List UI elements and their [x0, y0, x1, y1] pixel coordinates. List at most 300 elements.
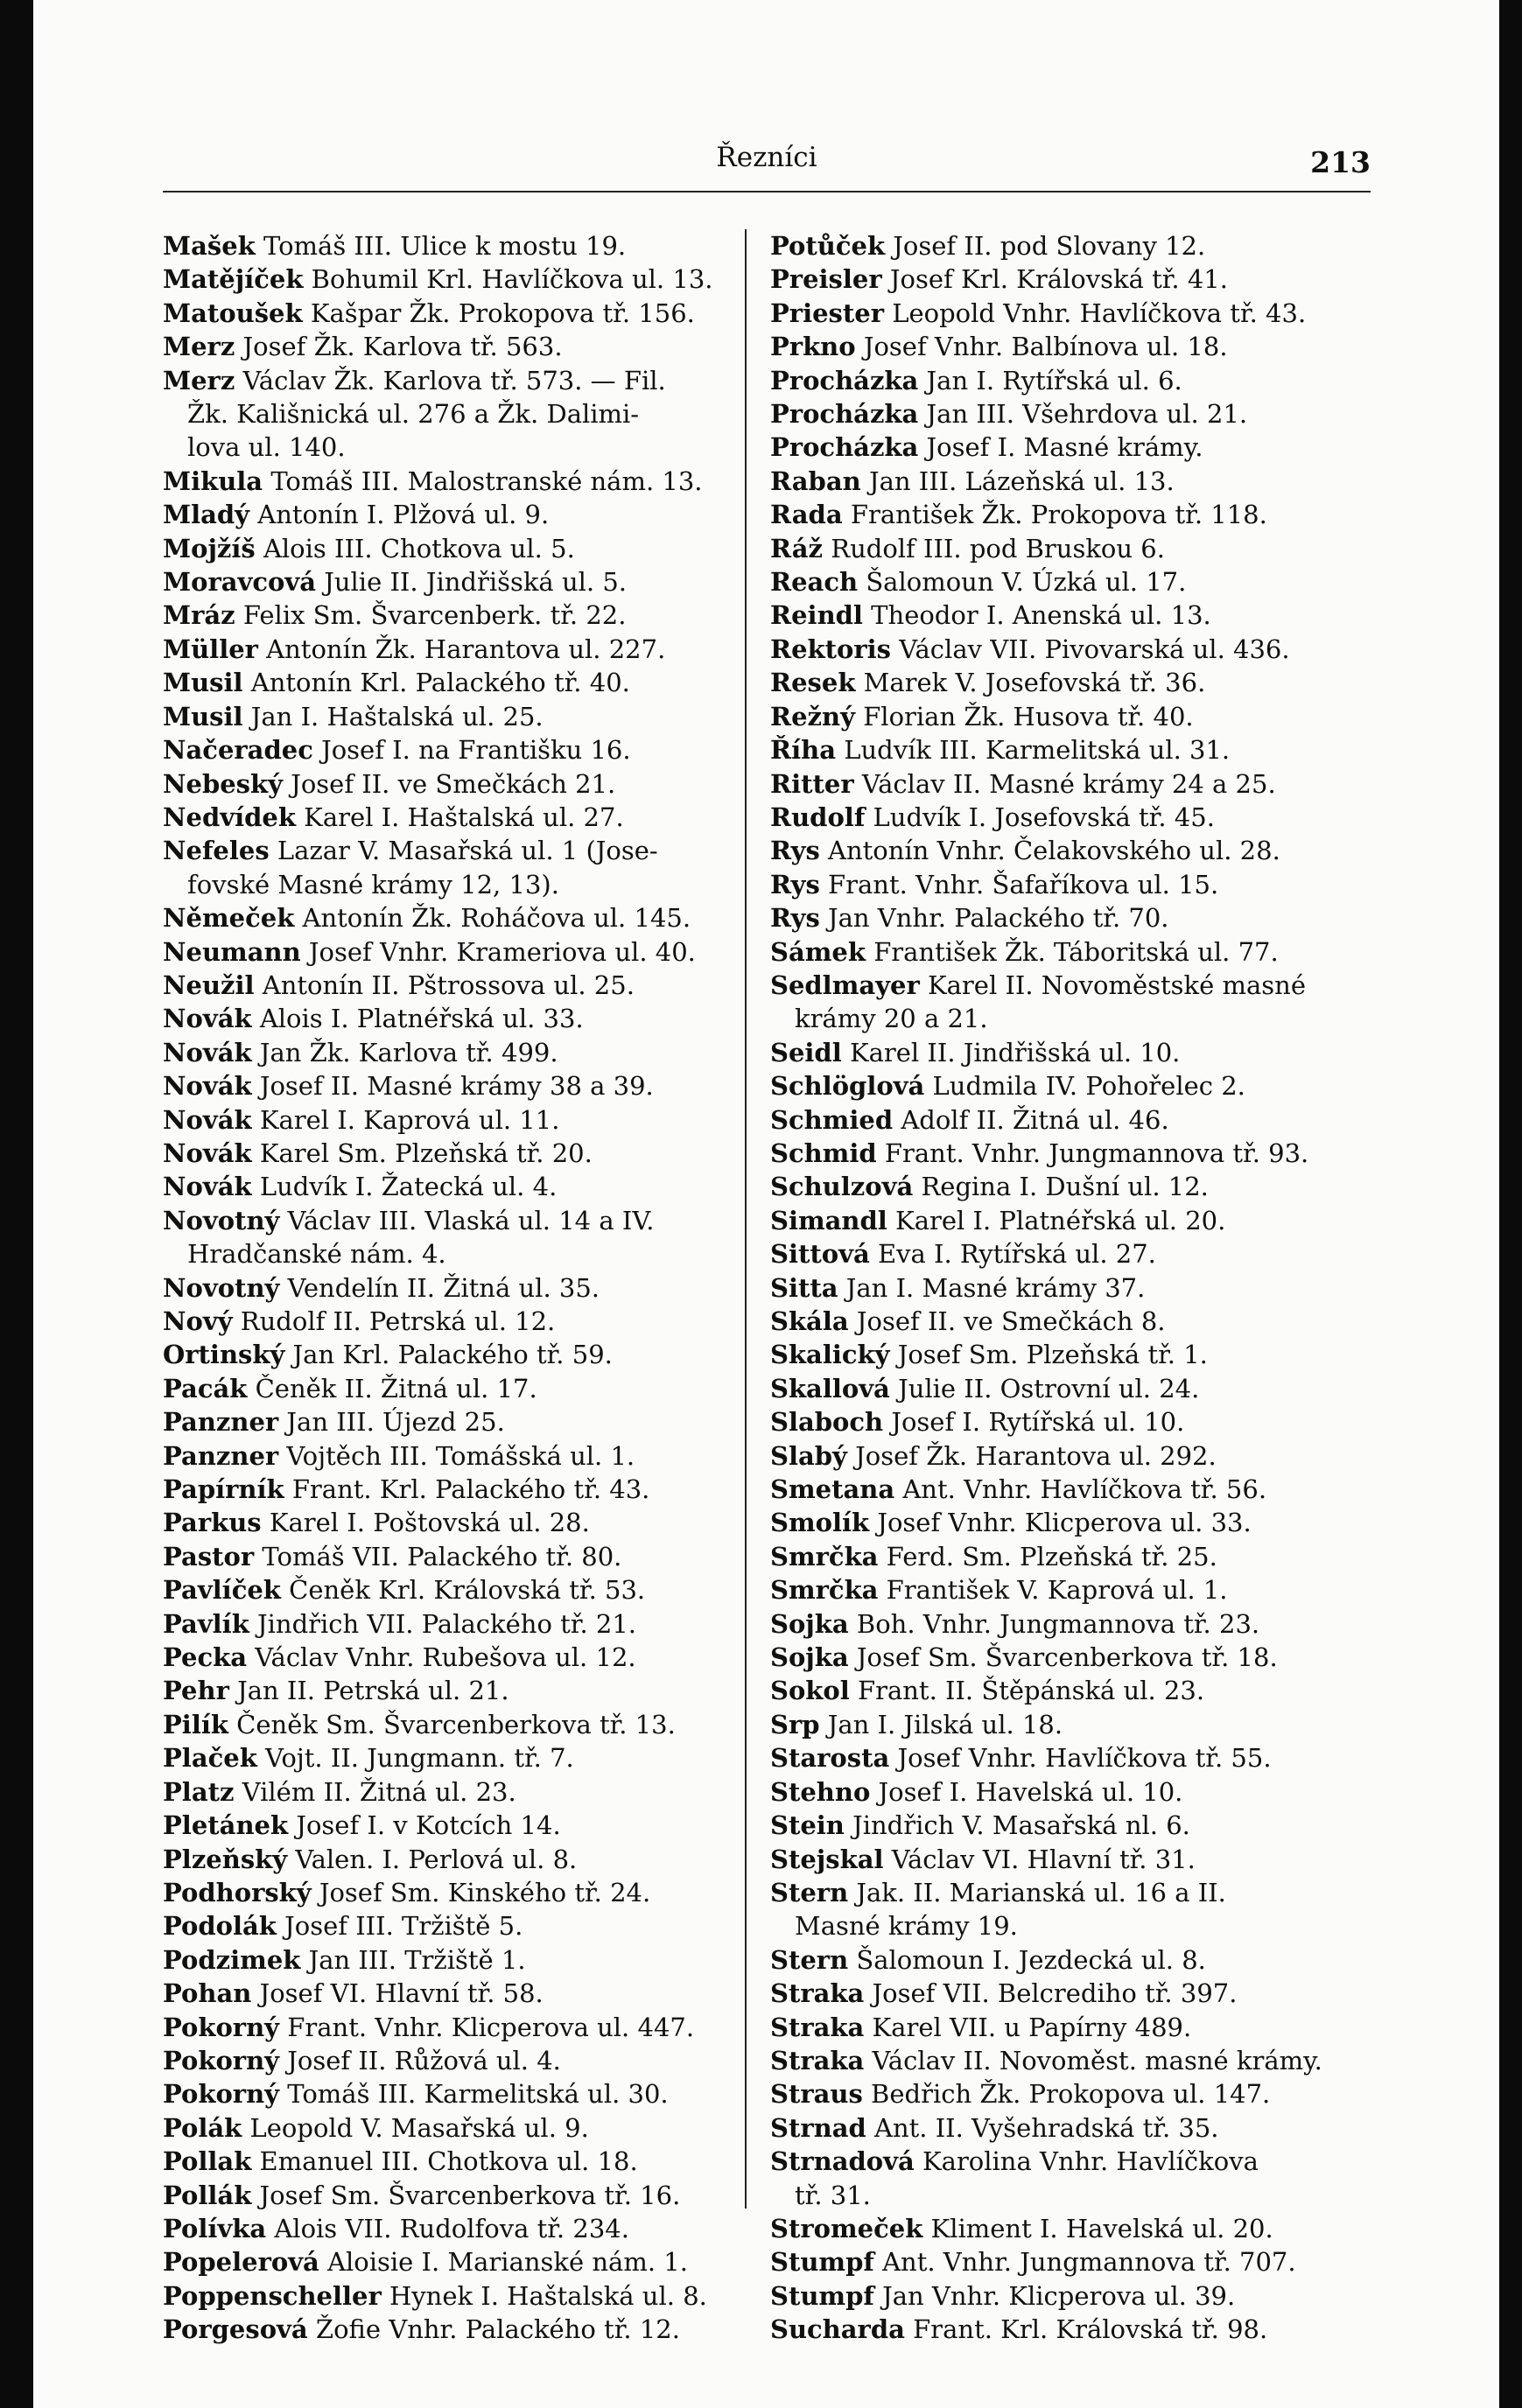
entry-details: Alois I. Platnéřská ul. 33.	[259, 1004, 584, 1034]
directory-entry	[163, 1607, 767, 1641]
entry-details: Vendelín II. Žitná ul. 35.	[287, 1272, 600, 1303]
entry-details: Jan II. Petrská ul. 21.	[237, 1676, 509, 1706]
entry-surname: Pavlík	[163, 1608, 249, 1639]
entry-details: Jindřich V. Masařská nl. 6.	[852, 1810, 1190, 1841]
directory-entry	[770, 297, 1374, 330]
directory-entry	[163, 1305, 767, 1338]
entry-surname: Moravcová	[163, 567, 317, 598]
entry-details: Karel I. Kaprová ul. 11.	[259, 1104, 560, 1135]
entry-details: Josef Vnhr. Krameriova ul. 40.	[308, 936, 696, 967]
entry-surname: Pokorný	[163, 2045, 280, 2076]
entry-surname: Sokol	[770, 1676, 850, 1706]
directory-entry	[163, 1741, 767, 1774]
entry-surname: Nebeský	[163, 768, 283, 799]
entry-details: Bedřich Žk. Prokopova ul. 147.	[871, 2079, 1271, 2110]
entry-details: Hradčanské nám. 4.	[187, 1239, 446, 1270]
entry-details: Leopold Vnhr. Havlíčkova tř. 43.	[892, 298, 1307, 328]
entry-details: František Žk. Táboritská ul. 77.	[873, 936, 1279, 967]
entry-surname: Říha	[770, 735, 836, 766]
entry-details: František Žk. Prokopova tř. 118.	[850, 500, 1267, 530]
entry-surname: Pilík	[163, 1709, 228, 1740]
entry-details: Vojt. II. Jungmann. tř. 7.	[265, 1743, 574, 1774]
entry-details: Tomáš III. Malostranské nám. 13.	[270, 466, 703, 496]
directory-entry	[163, 1237, 767, 1270]
entry-surname: Prkno	[770, 332, 856, 362]
entry-details: Rudolf III. pod Bruskou 6.	[831, 533, 1165, 564]
directory-entry	[163, 465, 767, 498]
entry-details: Čeněk II. Žitná ul. 17.	[255, 1373, 537, 1404]
entry-details: Karel II. Jindřišská ul. 10.	[849, 1037, 1181, 1068]
directory-entry	[163, 2212, 767, 2245]
entry-details: Ant. II. Vyšehradská tř. 35.	[874, 2112, 1219, 2143]
entry-surname: Pacák	[163, 1373, 248, 1404]
directory-entry	[770, 532, 1374, 565]
entry-surname: Stejskal	[770, 1844, 884, 1874]
directory-entry	[770, 2077, 1374, 2110]
directory-entry	[163, 1372, 767, 1405]
directory-entry	[770, 767, 1374, 801]
entry-details: Karel I. Platnéřská ul. 20.	[895, 1205, 1226, 1236]
entry-surname: Preisler	[770, 264, 882, 295]
entry-details: Masné krámy 19.	[795, 1911, 1018, 1942]
entry-details: Jan III. Lázeňská ul. 13.	[868, 466, 1175, 496]
entry-surname: Potůček	[770, 231, 886, 261]
entry-details: Jan III. Tržiště 1.	[308, 1944, 526, 1975]
entry-surname: Procházka	[770, 365, 919, 396]
entry-surname: Platz	[163, 1776, 235, 1807]
entry-surname: Podzimek	[163, 1944, 301, 1975]
directory-entry	[770, 1641, 1374, 1674]
entry-details: Leopold V. Masařská ul. 9.	[249, 2112, 589, 2143]
directory-entry	[163, 1103, 767, 1137]
entry-details: Josef Vnhr. Klicperova ul. 33.	[877, 1508, 1252, 1538]
entry-surname: Slaboch	[770, 1407, 884, 1438]
directory-entry	[770, 430, 1374, 464]
entry-surname: Nefeles	[163, 836, 270, 866]
entry-surname: Načeradec	[163, 735, 313, 766]
directory-entry	[163, 1204, 767, 1237]
entry-surname: Panzner	[163, 1440, 279, 1471]
entry-surname: Sedlmayer	[770, 970, 920, 1000]
entry-surname: Novotný	[163, 1272, 280, 1303]
directory-entry	[163, 1405, 767, 1438]
entry-surname: Sucharda	[770, 2314, 905, 2345]
entry-details: Josef I. Havelská ul. 10.	[878, 1776, 1183, 1807]
directory-entry	[163, 2313, 767, 2346]
entry-surname: Pohan	[163, 1978, 252, 2009]
entry-surname: Sitta	[770, 1272, 838, 1303]
entry-details: Regina I. Dušní ul. 12.	[921, 1172, 1209, 1202]
entry-details: Ant. Vnhr. Havlíčkova tř. 56.	[902, 1474, 1267, 1505]
entry-details: Theodor I. Anenská ul. 13.	[871, 600, 1211, 631]
entry-surname: Nový	[163, 1306, 233, 1336]
directory-entry	[770, 1170, 1374, 1203]
directory-entry	[770, 868, 1374, 901]
entry-surname: Skála	[770, 1306, 849, 1336]
entry-surname: Raban	[770, 466, 861, 496]
entry-surname: Mladý	[163, 500, 250, 530]
entry-details: Jan Krl. Palackého tř. 59.	[292, 1340, 613, 1370]
entry-surname: Rys	[770, 836, 820, 866]
entry-details: Václav II. Novoměst. masné krámy.	[872, 2045, 1322, 2076]
entry-surname: Sojka	[770, 1642, 849, 1673]
directory-entry	[770, 1843, 1374, 1876]
entry-surname: Srp	[770, 1709, 820, 1740]
directory-entry	[163, 901, 767, 934]
entry-details: Karel VII. u Papírny 489.	[872, 2012, 1192, 2042]
entry-details: Václav Vnhr. Rubešova ul. 12.	[255, 1642, 636, 1673]
entry-details: Václav II. Masné krámy 24 a 25.	[861, 768, 1276, 799]
directory-entry	[163, 834, 767, 867]
entry-surname: Mikula	[163, 466, 263, 496]
entry-surname: Stein	[770, 1810, 845, 1841]
entry-surname: Neužil	[163, 970, 255, 1000]
entry-surname: Porgesová	[163, 2314, 308, 2345]
entry-surname: Novák	[163, 1138, 252, 1168]
entry-surname: Poppenscheller	[163, 2280, 382, 2311]
directory-entry	[163, 330, 767, 363]
entry-details: Josef VI. Hlavní tř. 58.	[259, 1978, 544, 2009]
entry-surname: Strnad	[770, 2112, 866, 2143]
directory-page	[33, 0, 1499, 2408]
directory-entry	[163, 1775, 767, 1809]
entry-surname: Matoušek	[163, 298, 303, 328]
entry-details: Josef Sm. Švarcenberkova tř. 18.	[856, 1642, 1278, 1673]
entry-details: Ludmila IV. Pohořelec 2.	[932, 1071, 1245, 1102]
directory-entry	[770, 901, 1374, 934]
entry-surname: Schlöglová	[770, 1071, 925, 1102]
entry-surname: Režný	[770, 701, 855, 732]
entry-surname: Mráz	[163, 600, 235, 631]
directory-entry	[163, 2279, 767, 2313]
entry-details: Antonín Žk. Roháčova ul. 145.	[302, 903, 691, 934]
directory-entry	[163, 1977, 767, 2010]
entry-surname: Smolík	[770, 1508, 870, 1538]
entry-surname: Popelerová	[163, 2247, 319, 2278]
directory-entry	[163, 1943, 767, 1977]
entry-surname: Rudolf	[770, 802, 866, 832]
entry-surname: Němeček	[163, 903, 295, 934]
entry-surname: Matějíček	[163, 264, 304, 295]
entry-surname: Musil	[163, 701, 243, 732]
entry-surname: Pokorný	[163, 2012, 280, 2042]
right-column	[770, 229, 1374, 2347]
directory-entry	[163, 2245, 767, 2278]
entry-surname: Pollák	[163, 2180, 252, 2210]
entry-surname: Pehr	[163, 1676, 229, 1706]
entry-details: Ludvík III. Karmelitská ul. 31.	[844, 735, 1231, 766]
entry-surname: Simandl	[770, 1205, 887, 1236]
directory-entry	[163, 935, 767, 969]
entry-details: Josef II. Růžová ul. 4.	[287, 2045, 561, 2076]
entry-details: Ant. Vnhr. Jungmannova tř. 707.	[882, 2247, 1296, 2278]
directory-entry	[163, 498, 767, 531]
directory-entry	[770, 1741, 1374, 1774]
entry-surname: Sámek	[770, 936, 866, 967]
entry-details: Karel II. Novoměstské masné	[927, 970, 1307, 1000]
entry-surname: Stehno	[770, 1776, 871, 1807]
entry-details: Josef Vnhr. Havlíčkova tř. 55.	[897, 1743, 1272, 1774]
directory-entry	[163, 532, 767, 565]
directory-entry	[770, 397, 1374, 430]
entry-details: Frant. II. Štěpánská ul. 23.	[857, 1676, 1205, 1706]
entry-details: Jak. II. Marianská ul. 16 a II.	[856, 1877, 1226, 1908]
directory-entry	[770, 2111, 1374, 2145]
directory-entry	[163, 1271, 767, 1305]
entry-surname: Rys	[770, 869, 820, 900]
directory-entry	[163, 1540, 767, 1573]
entry-details: Josef II. pod Slovany 12.	[893, 231, 1206, 261]
entry-surname: Papírník	[163, 1474, 284, 1505]
directory-entry	[770, 1137, 1374, 1170]
entry-surname: Müller	[163, 634, 258, 664]
entry-surname: Starosta	[770, 1743, 890, 1774]
entry-details: Rudolf II. Petrská ul. 12.	[240, 1306, 556, 1336]
entry-surname: Polívka	[163, 2213, 267, 2244]
entry-details: Antonín Krl. Palackého tř. 40.	[250, 668, 630, 698]
entry-details: Marek V. Josefovská tř. 36.	[863, 668, 1206, 698]
directory-entry	[770, 465, 1374, 498]
entry-details: Josef II. ve Smečkách 8.	[856, 1306, 1166, 1336]
entry-surname: Novotný	[163, 1205, 280, 1236]
entry-surname: Panzner	[163, 1407, 279, 1438]
directory-entry	[770, 2279, 1374, 2313]
directory-entry	[163, 262, 767, 296]
entry-surname: Pokorný	[163, 2079, 280, 2110]
directory-entry	[163, 1909, 767, 1942]
directory-entry	[163, 1338, 767, 1371]
entry-surname: Merz	[163, 365, 235, 396]
entry-surname: Straus	[770, 2079, 863, 2110]
directory-entry	[770, 1708, 1374, 1741]
directory-entry	[163, 633, 767, 666]
directory-entry	[770, 1809, 1374, 1842]
directory-entry	[770, 1473, 1374, 1506]
page-title: Řezníci	[716, 142, 817, 173]
directory-entry	[163, 1674, 767, 1707]
entry-details: Václav VI. Hlavní tř. 31.	[891, 1844, 1196, 1874]
entry-details: Žofie Vnhr. Palackého tř. 12.	[315, 2314, 680, 2345]
entry-surname: Pecka	[163, 1642, 248, 1673]
entry-surname: Reindl	[770, 600, 863, 631]
entry-details: Žk. Kališnická ul. 276 a Žk. Dalimi-	[187, 399, 640, 430]
entry-surname: Schmied	[770, 1104, 894, 1135]
entry-details: Karel Sm. Plzeňská tř. 20.	[259, 1138, 593, 1168]
entry-surname: Merz	[163, 332, 235, 362]
directory-entry	[163, 969, 767, 1002]
entry-details: Jan III. Újezd 25.	[286, 1407, 505, 1438]
directory-entry	[770, 1338, 1374, 1371]
column-divider	[745, 229, 747, 2208]
entry-details: Jan Vnhr. Klicperova ul. 39.	[882, 2280, 1236, 2311]
entry-details: Julie II. Jindřišská ul. 5.	[324, 567, 627, 598]
entry-details: Jan I. Jilská ul. 18.	[827, 1709, 1063, 1740]
entry-surname: Podolák	[163, 1911, 277, 1942]
entry-surname: Novák	[163, 1071, 252, 1102]
entry-surname: Stumpf	[770, 2280, 874, 2311]
entry-details: Tomáš VII. Palackého tř. 80.	[262, 1541, 622, 1572]
entry-surname: Straka	[770, 2012, 865, 2042]
directory-entry	[770, 1909, 1374, 1942]
entry-details: Josef I. v Kotcích 14.	[296, 1810, 561, 1841]
directory-entry	[770, 1943, 1374, 1977]
entry-surname: Resek	[770, 668, 856, 698]
directory-entry	[163, 2111, 767, 2145]
entry-surname: Smetana	[770, 1474, 895, 1505]
directory-entry	[770, 1002, 1374, 1035]
entry-details: Frant. Krl. Královská tř. 98.	[913, 2314, 1268, 2345]
entry-surname: Smrčka	[770, 1541, 879, 1572]
entry-details: Čeněk Krl. Královská tř. 53.	[289, 1575, 646, 1606]
entry-details: Josef III. Tržiště 5.	[284, 1911, 523, 1942]
entry-details: Boh. Vnhr. Jungmannova tř. 23.	[856, 1608, 1260, 1639]
entry-surname: Stumpf	[770, 2247, 874, 2278]
directory-entry	[770, 2212, 1374, 2245]
entry-surname: Seidl	[770, 1037, 842, 1068]
entry-details: Ferd. Sm. Plzeňská tř. 25.	[886, 1541, 1217, 1572]
directory-entry	[163, 297, 767, 330]
directory-entry	[163, 1506, 767, 1539]
entry-details: Ludvík I. Josefovská tř. 45.	[873, 802, 1215, 832]
entry-details: Karel I. Poštovská ul. 28.	[269, 1508, 590, 1538]
entry-details: Karolina Vnhr. Havlíčkova	[922, 2146, 1259, 2177]
directory-entry	[163, 801, 767, 834]
entry-details: Hynek I. Haštalská ul. 8.	[389, 2280, 707, 2311]
directory-entry	[770, 2313, 1374, 2346]
directory-entry	[770, 1271, 1374, 1305]
directory-entry	[770, 565, 1374, 598]
entry-surname: Ortinský	[163, 1340, 285, 1370]
directory-entry	[163, 364, 767, 397]
entry-surname: Smrčka	[770, 1575, 879, 1606]
directory-entry	[770, 666, 1374, 699]
entry-surname: Novák	[163, 1104, 252, 1135]
directory-entry	[770, 330, 1374, 363]
page-header	[163, 138, 1371, 192]
entry-details: Jan Vnhr. Palackého tř. 70.	[828, 903, 1169, 934]
directory-entry	[770, 935, 1374, 969]
directory-entry	[770, 834, 1374, 867]
entry-surname: Straka	[770, 1978, 865, 2009]
entry-surname: Rada	[770, 500, 843, 530]
directory-entry	[163, 1069, 767, 1102]
directory-entry	[163, 565, 767, 598]
entry-surname: Schmid	[770, 1138, 877, 1168]
entry-surname: Procházka	[770, 432, 919, 463]
entry-surname: Mojžíš	[163, 533, 256, 564]
entry-details: Jan III. Všehrdova ul. 21.	[926, 399, 1248, 430]
left-column	[163, 229, 767, 2347]
directory-entry	[163, 700, 767, 733]
directory-entry	[770, 262, 1374, 296]
entry-surname: Slabý	[770, 1440, 847, 1471]
entry-surname: Stern	[770, 1877, 849, 1908]
directory-entry	[770, 1573, 1374, 1606]
entry-details: Václav Žk. Karlova tř. 573. — Fil.	[242, 365, 666, 396]
directory-entry	[163, 1473, 767, 1506]
entry-details: Josef Sm. Plzeňská tř. 1.	[897, 1340, 1208, 1370]
directory-entry	[770, 498, 1374, 531]
entry-details: Josef Sm. Švarcenberkova tř. 16.	[259, 2180, 681, 2210]
entry-details: fovské Masné krámy 12, 13).	[187, 869, 559, 900]
entry-details: Frant. Krl. Palackého tř. 43.	[291, 1474, 650, 1505]
entry-surname: Priester	[770, 298, 885, 328]
entry-surname: Musil	[163, 668, 243, 698]
directory-entry	[770, 969, 1374, 1002]
directory-entry	[770, 2145, 1374, 2178]
entry-details: Josef Žk. Harantova ul. 292.	[855, 1440, 1217, 1471]
entry-surname: Plzeňský	[163, 1844, 288, 1874]
entry-details: Kašpar Žk. Prokopova tř. 156.	[310, 298, 695, 328]
entry-details: Antonín I. Plžová ul. 9.	[257, 500, 550, 530]
directory-entry	[770, 229, 1374, 262]
directory-entry	[770, 1305, 1374, 1338]
entry-surname: Pollak	[163, 2146, 252, 2177]
entry-details: Jan Žk. Karlova tř. 499.	[259, 1037, 558, 1068]
entry-surname: Rys	[770, 903, 820, 934]
entry-details: Josef Žk. Karlova tř. 563.	[242, 332, 563, 362]
entry-details: Josef I. Masné krámy.	[926, 432, 1203, 463]
entry-surname: Skallová	[770, 1373, 890, 1404]
entry-details: Josef Sm. Kinského tř. 24.	[319, 1877, 651, 1908]
entry-surname: Novák	[163, 1172, 252, 1202]
entry-details: Antonín Žk. Harantova ul. 227.	[266, 634, 666, 664]
entry-details: Felix Sm. Švarcenberk. tř. 22.	[242, 600, 627, 631]
entry-details: Frant. Vnhr. Šafaříkova ul. 15.	[828, 869, 1219, 900]
directory-entry	[770, 1977, 1374, 2010]
entry-surname: Straka	[770, 2045, 865, 2076]
entry-details: Jindřich VII. Palackého tř. 21.	[257, 1608, 637, 1639]
entry-details: Čeněk Sm. Švarcenberkova tř. 13.	[236, 1709, 676, 1740]
entry-details: Bohumil Krl. Havlíčkova ul. 13.	[311, 264, 713, 295]
directory-entry	[770, 1439, 1374, 1473]
directory-entry	[163, 868, 767, 901]
entry-details: Václav VII. Pivovarská ul. 436.	[899, 634, 1290, 664]
entry-details: Ludvík I. Žatecká ul. 4.	[259, 1172, 558, 1202]
directory-entry	[163, 2044, 767, 2077]
entry-details: Antonín II. Pštrossova ul. 25.	[262, 970, 635, 1000]
entry-surname: Mašek	[163, 231, 256, 261]
entry-details: Eva I. Rytířská ul. 27.	[877, 1239, 1156, 1270]
entry-surname: Skalický	[770, 1340, 890, 1370]
entry-details: Jan I. Haštalská ul. 25.	[250, 701, 544, 732]
directory-entry	[770, 364, 1374, 397]
directory-entry	[163, 1137, 767, 1170]
entry-details: Florian Žk. Husova tř. 40.	[863, 701, 1194, 732]
directory-entry	[770, 1674, 1374, 1707]
entry-surname: Podhorský	[163, 1877, 312, 1908]
entry-details: Valen. I. Perlová ul. 8.	[295, 1844, 578, 1874]
directory-entry	[770, 2044, 1374, 2077]
directory-entry	[163, 1036, 767, 1069]
entry-details: krámy 20 a 21.	[795, 1004, 988, 1034]
directory-entry	[163, 666, 767, 699]
entry-surname: Ritter	[770, 768, 854, 799]
entry-details: Kliment I. Havelská ul. 20.	[930, 2213, 1273, 2244]
directory-entry	[770, 700, 1374, 733]
entry-details: Julie II. Ostrovní ul. 24.	[898, 1373, 1200, 1404]
entry-surname: Pastor	[163, 1541, 255, 1572]
entry-details: Josef Vnhr. Balbínova ul. 18.	[863, 332, 1228, 362]
entry-details: Aloisie I. Marianské nám. 1.	[327, 2247, 688, 2278]
entry-surname: Sojka	[770, 1608, 849, 1639]
entry-details: Josef VII. Belcrediho tř. 397.	[872, 1978, 1238, 2009]
directory-entry	[163, 598, 767, 632]
entry-surname: Pletánek	[163, 1810, 289, 1841]
entry-surname: Polák	[163, 2112, 242, 2143]
entry-surname: Strnadová	[770, 2146, 915, 2177]
entry-surname: Ráž	[770, 533, 824, 564]
